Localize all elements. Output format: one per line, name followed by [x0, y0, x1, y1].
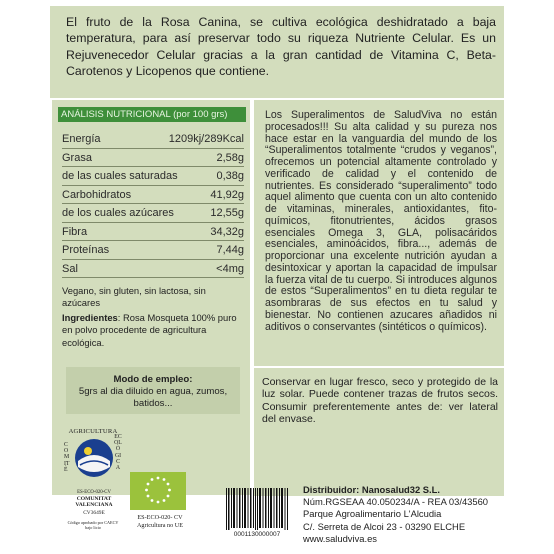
distributor-info — [303, 484, 503, 545]
nutrition-row — [62, 186, 244, 205]
superfoods-text: Los Superalimentos de SaludViva no están procesados!!! Su alta calidad y su pureza nos hace estar en la vanguardia del mundo de los “Superalimentos totalmente “crudos y veganos”, ofrecemos un potencial altamente controlado y verificado de calidad y el contenido de nutrientes. Es considerado “superalimento” todo aquel alimento que cuenta con un alto contenido de vitaminas, minerales, antioxidantes, fito-químicos, fitonutrientes, ácidos grasos esenciales Omega 3, GLA, polisacáridos esenciales, aminoácidos, fibra..., además de proporcionar una excelente nutrición ayudan a desintoxicar y aportan la capacidad de impulsar la fuerza vital de tu cuerpo. Si introduces algunos de estos “Superalimentos” en tu dieta regular te asombraras de sus efectos en tu salud y bienestar. No contienen azucares añadidos ni aditivos o conservantes (sintéticos o químicos). — [265, 109, 497, 333]
nutrition-value: 2,58g — [216, 151, 244, 164]
usage-box — [66, 367, 240, 414]
storage-text: Conservar en lugar fresco, seco y protegido de la luz solar. Puede contener trazas de frutos secos. Consumir preferentemente antes de: ver lateral del envase. — [262, 376, 498, 425]
cert-code: CV3649E — [83, 510, 105, 516]
ingredients — [62, 312, 246, 349]
nutrition-row — [62, 149, 244, 168]
nutrition-row — [62, 167, 244, 186]
organic-certification-seal — [64, 428, 122, 544]
usage-title: Modo de empleo: — [113, 374, 193, 385]
distributor-line: C/. Serreta de Alcoi 23 - 03290 ELCHE — [303, 520, 466, 532]
distributor-line: Núm.RGSEAA 40.050234/A - REA 03/43560 — [303, 496, 489, 508]
nutrition-value: 12,55g — [210, 207, 244, 219]
nutrition-label: Sal — [62, 262, 78, 275]
nutrition-row — [62, 260, 244, 279]
nutrition-value: 7,44g — [216, 244, 244, 256]
nutrition-value: 41,92g — [210, 188, 244, 201]
nutrition-label: de los cuales azúcares — [62, 207, 174, 219]
nutrition-label: Proteínas — [62, 244, 110, 256]
distributor-website: www.saludviva.es — [303, 532, 377, 544]
nutrition-row — [62, 130, 244, 149]
cert-globe-icon — [73, 437, 115, 479]
nutrition-value: 1209kj/289Kcal — [168, 133, 244, 145]
nutrition-header: ANÁLISIS NUTRICIONAL (por 100 grs) — [58, 107, 246, 122]
distributor-line: Parque Agroalimentario L'Alcudia — [303, 508, 442, 520]
cert-es-eco: ES-ECO-020-CV — [77, 490, 111, 495]
nutrition-label: Energía — [62, 133, 101, 145]
eu-organic-leaf-icon — [130, 472, 186, 510]
nutrition-row — [62, 223, 244, 242]
nutrition-label: Grasa — [62, 151, 92, 164]
nutrition-row — [62, 241, 244, 260]
diet-info: Vegano, sin gluten, sin lactosa, sin azúcares — [62, 285, 206, 308]
ingredients-label: Ingredientes — [62, 312, 118, 323]
nutrition-label: Fibra — [62, 225, 88, 238]
cert-side-label: ECOLÒGICA — [114, 434, 122, 472]
nutrition-table — [62, 130, 244, 278]
intro-text: El fruto de la Rosa Canina, se cultiva ecológica deshidratado a baja temperatura, para así preservar todo su riqueza Nutriente Celular. Es un Rejuvenecedor Celular gracias a la gran cantidad de Vitamina C, Beta-Carotenos y Licopenos que contiene. — [66, 15, 496, 78]
ingredients-text: : Rosa Mosqueta 100% puro en polvo procedente de agricultura ecológica. — [62, 312, 237, 348]
cert-comite-label: COMITÈ — [64, 442, 70, 473]
eu-organic-logo — [130, 472, 186, 510]
nutrition-row — [62, 204, 244, 223]
cert-region: COMUNITAT VALENCIANA — [75, 496, 113, 509]
usage-text: 5grs al dia diluido en agua, zumos, batidos... — [78, 386, 228, 409]
cert-top-label: AGRICULTURA — [68, 428, 118, 435]
eu-organic-code — [130, 514, 190, 529]
nutrition-value: 0,38g — [216, 170, 244, 182]
nutrition-label: Carbohidratos — [62, 188, 132, 201]
barcode-number: 0001130000007 — [233, 531, 281, 538]
cert-small-text: Código aprobado por CAECV bajo licio — [67, 520, 119, 530]
nutrition-value: <4mg — [216, 262, 244, 275]
distributor-label: Distribuidor: Nanosalud32 S.L. — [303, 484, 440, 495]
eu-code: ES-ECO-020- CV — [137, 514, 183, 521]
nutrition-value: 34,32g — [210, 225, 244, 238]
eu-origin: Agricultura no UE — [136, 521, 184, 529]
nutrition-label: de las cuales saturadas — [62, 170, 178, 182]
